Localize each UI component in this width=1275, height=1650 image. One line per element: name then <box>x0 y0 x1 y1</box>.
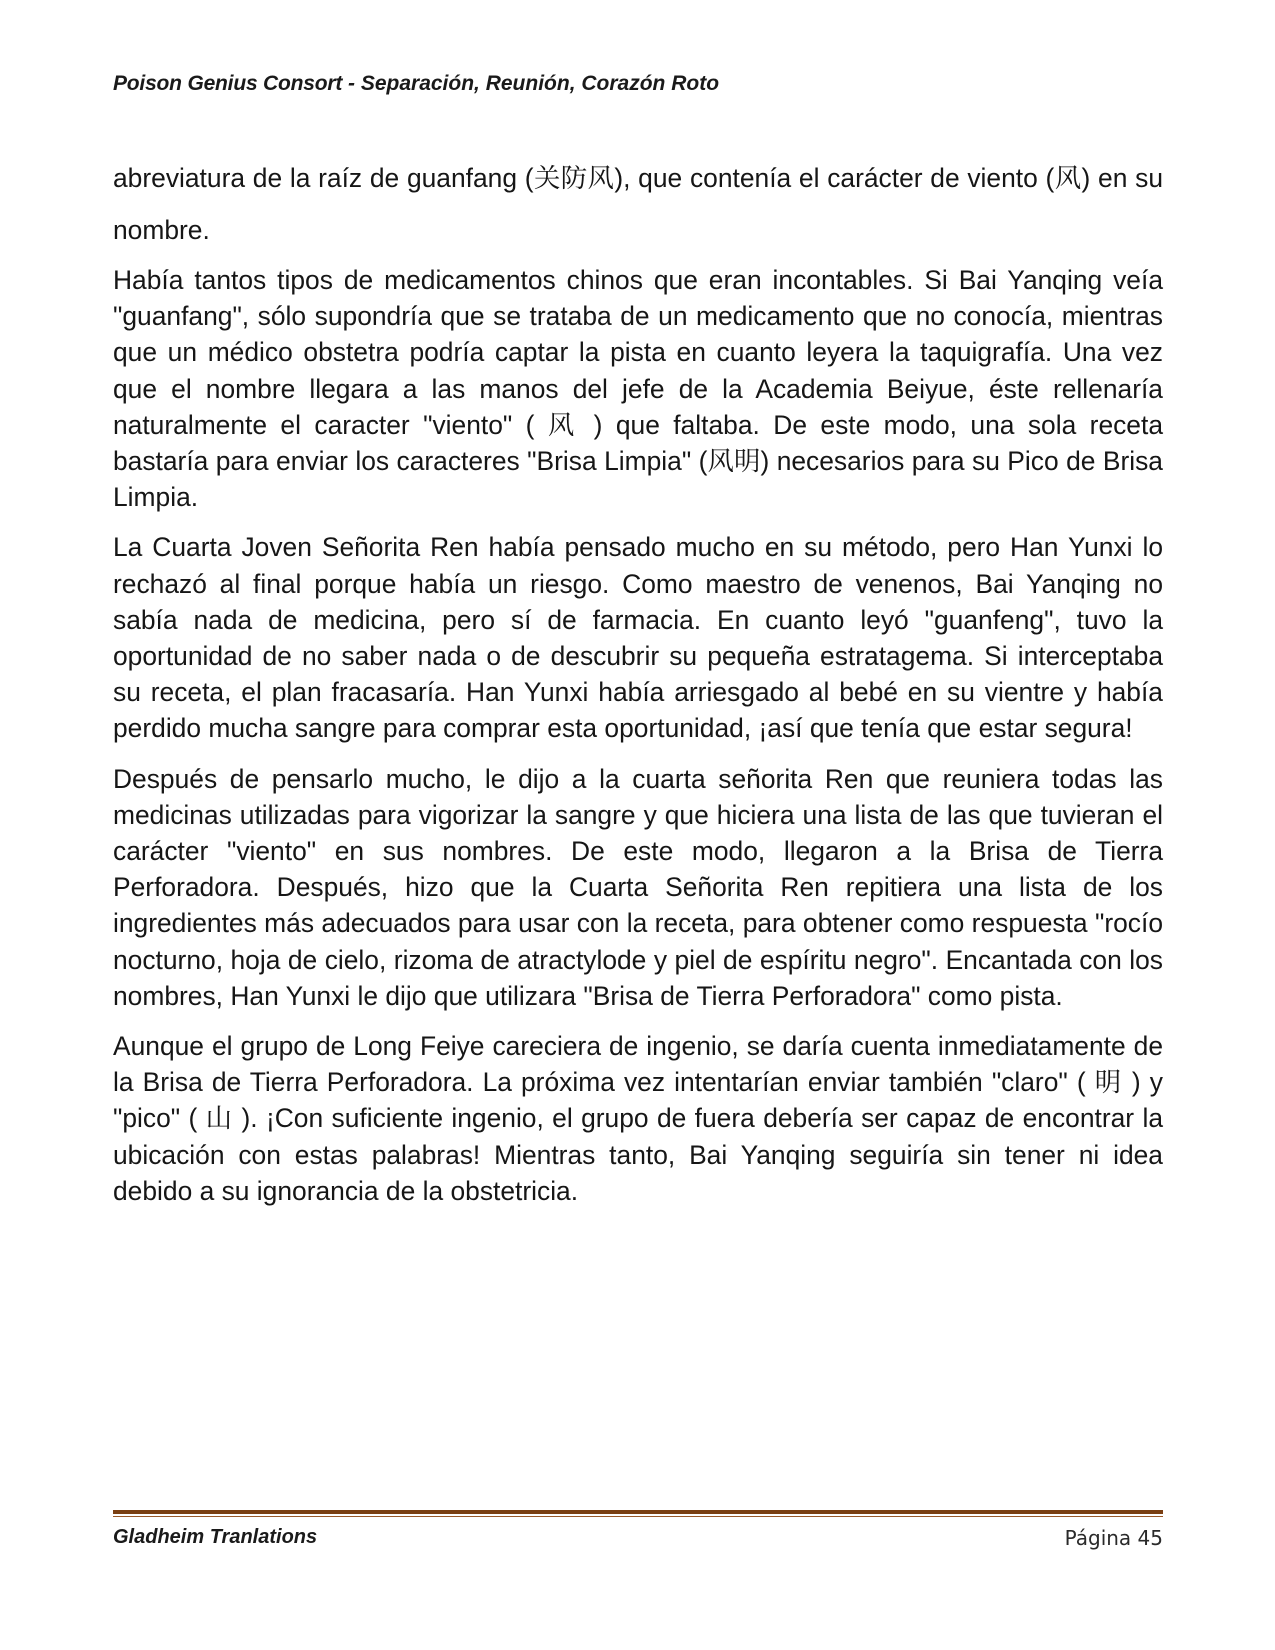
paragraph-4: Después de pensarlo mucho, le dijo a la cuarta señorita Ren que reuniera todas las medicinas utilizadas para vigorizar la sangre y que hiciera una lista de las que tuvieran el carácter "viento" en sus nombres. De este modo, llegaron a la Brisa de Tierra Perforadora. Después, hizo que la Cuarta Señorita Ren repitiera una lista de los ingredientes más adecuados para usar con la receta, para obtener como respuesta "rocío nocturno, hoja de cielo, rizoma de atractylode y piel de espíritu negro". Encantada con los nombres, Han Yunxi le dijo que utilizara "Brisa de Tierra Perforadora" como pista. <box>113 763 1163 1011</box>
footer-rule <box>113 1510 1163 1514</box>
footer-publisher: Gladheim Tranlations <box>113 1526 318 1548</box>
body-text <box>113 152 1163 1223</box>
header-separator: - <box>342 72 361 95</box>
paragraph-1: abreviatura de la raíz de guanfang (关防风), que contenía el carácter de viento (风) en su nombre. <box>113 163 1163 245</box>
paragraph-5: Aunque el grupo de Long Feiye careciera de ingenio, se daría cuenta inmediatamente de la Brisa de Tierra Perforadora. La próxima vez intentarían enviar también "claro" ( 明 ) y "pico" ( 山 ). ¡Con suficiente ingenio, el grupo de fuera debería ser capaz de encontrar la ubicación con estas palabras! Mientras tanto, Bai Yanqing seguiría sin tener ni idea debido a su ignorancia de la obstetricia. <box>113 1031 1163 1206</box>
paragraph-2: Había tantos tipos de medicamentos chinos que eran incontables. Si Bai Yanqing veía "guanfang", sólo supondría que se trataba de un medicamento que no conocía, mientras que un médico obstetra podría captar la pista en cuanto leyera la taquigrafía. Una vez que el nombre llegara a las manos del jefe de la Academia Beiyue, éste rellenaría naturalmente el caracter "viento" ( 风 ) que faltaba. De este modo, una sola receta bastaría para enviar los caracteres "Brisa Limpia" (风明) necesarios para su Pico de Brisa Limpia. <box>113 265 1163 513</box>
paragraph-3: La Cuarta Joven Señorita Ren había pensado mucho en su método, pero Han Yunxi lo rechazó al final porque había un riesgo. Como maestro de venenos, Bai Yanqing no sabía nada de medicina, pero sí de farmacia. En cuanto leyó "guanfeng", tuvo la oportunidad de no saber nada o de descubrir su pequeña estratagema. Si interceptaba su receta, el plan fracasaría. Han Yunxi había arriesgado al bebé en su vientre y había perdido mucha sangre para comprar esta oportunidad, ¡así que tenía que estar segura! <box>113 532 1163 744</box>
page-number: Página 45 <box>1064 1526 1163 1550</box>
chapter-title: Separación, Reunión, Corazón Roto <box>360 72 720 95</box>
book-title: Poison Genius Consort <box>113 72 343 95</box>
page-header <box>113 72 1163 96</box>
footer-rule-thin <box>113 1516 1163 1517</box>
